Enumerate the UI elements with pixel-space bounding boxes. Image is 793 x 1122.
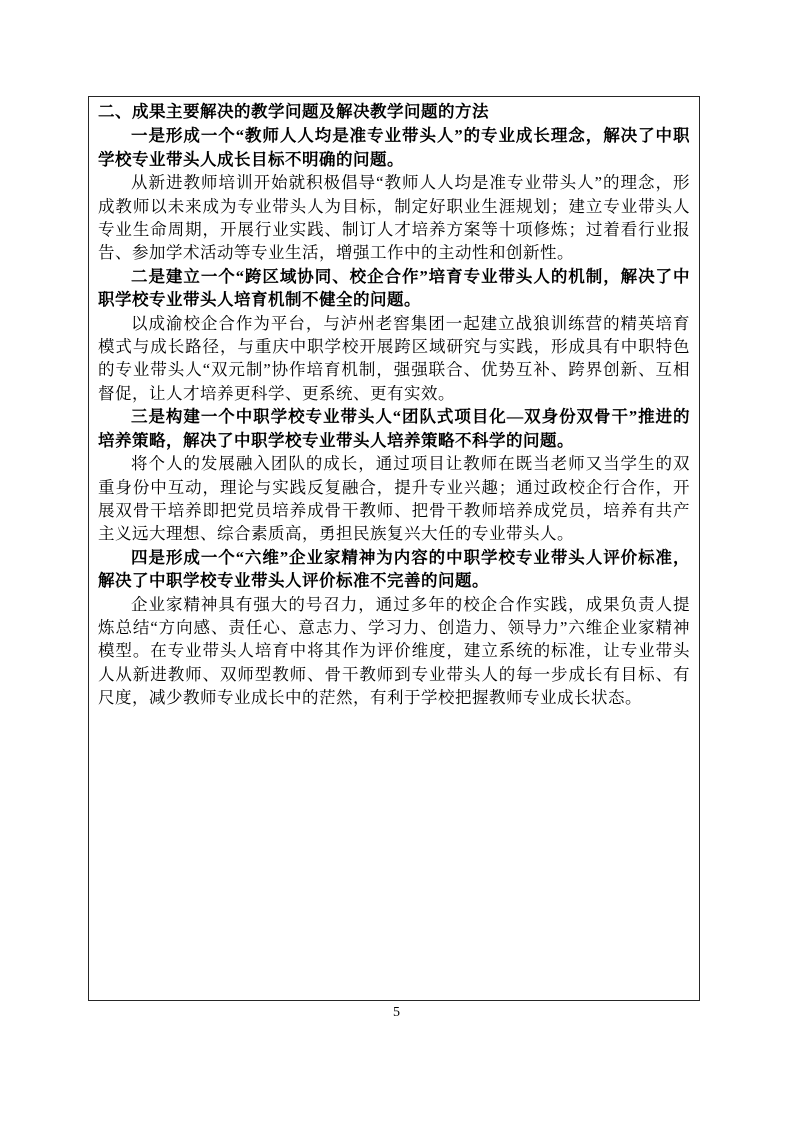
- detail-paragraph-4: 企业家精神具有强大的号召力，通过多年的校企合作实践，成果负责人提炼总结“方向感、责任心、意志力、学习力、创造力、领导力”六维企业家精神模型。在专业带头人培育中将其作为评价维度，建立系统的标准，让专业带头人从新进教师、双师型教师、骨干教师到专业带头人的每一步成长有目标、有尺度，减少教师专业成长中的茫然，有利于学校把握教师专业成长状态。: [98, 594, 690, 708]
- key-point-paragraph-3: 三是构建一个中职学校专业带头人“团队式项目化—双身份双骨干”推进的培养策略，解决了中职学校专业带头人培养策略不科学的问题。: [98, 407, 690, 450]
- detail-paragraph-2: 以成渝校企合作为平台，与泸州老窖集团一起建立战狼训练营的精英培育模式与成长路径，与重庆中职学校开展跨区域研究与实践，形成具有中职特色的专业带头人“双元制”协作培育机制，强强联合、优势互补、跨界创新、互相督促，让人才培养更科学、更系统、更有实效。: [98, 313, 690, 403]
- page-number: 5: [393, 1005, 400, 1020]
- content-table-cell: [88, 96, 700, 1001]
- detail-paragraph-3: 将个人的发展融入团队的成长，通过项目让教师在既当老师又当学生的双重身份中互动，理论与实践反复融合，提升专业兴趣；通过政校企行合作，开展双骨干培养即把党员培养成骨干教师、把骨干教师培养成党员，培养有共产主义远大理想、综合素质高，勇担民族复兴大任的专业带头人。: [98, 454, 690, 544]
- section-heading: 二、成果主要解决的教学问题及解决教学问题的方法: [98, 103, 489, 121]
- key-point-paragraph-4: 四是形成一个“六维”企业家精神为内容的中职学校专业带头人评价标准，解决了中职学校专业带头人评价标准不完善的问题。: [98, 547, 690, 591]
- key-point-paragraph-1: 一是形成一个“教师人人均是准专业带头人”的专业成长理念，解决了中职学校专业带头人成长目标不明确的问题。: [98, 126, 690, 169]
- detail-paragraph-1: 从新进教师培训开始就积极倡导“教师人人均是准专业带头人”的理念，形成教师以未来成为专业带头人为目标，制定好职业生涯规划；建立专业带头人专业生命周期，开展行业实践、制订人才培养方案等十项修炼；过着看行业报告、参加学术活动等专业生活，增强工作中的主动性和创新性。: [98, 173, 690, 263]
- key-point-paragraph-2: 二是建立一个“跨区域协同、校企合作”培育专业带头人的机制，解决了中职学校专业带头人培育机制不健全的问题。: [98, 266, 690, 310]
